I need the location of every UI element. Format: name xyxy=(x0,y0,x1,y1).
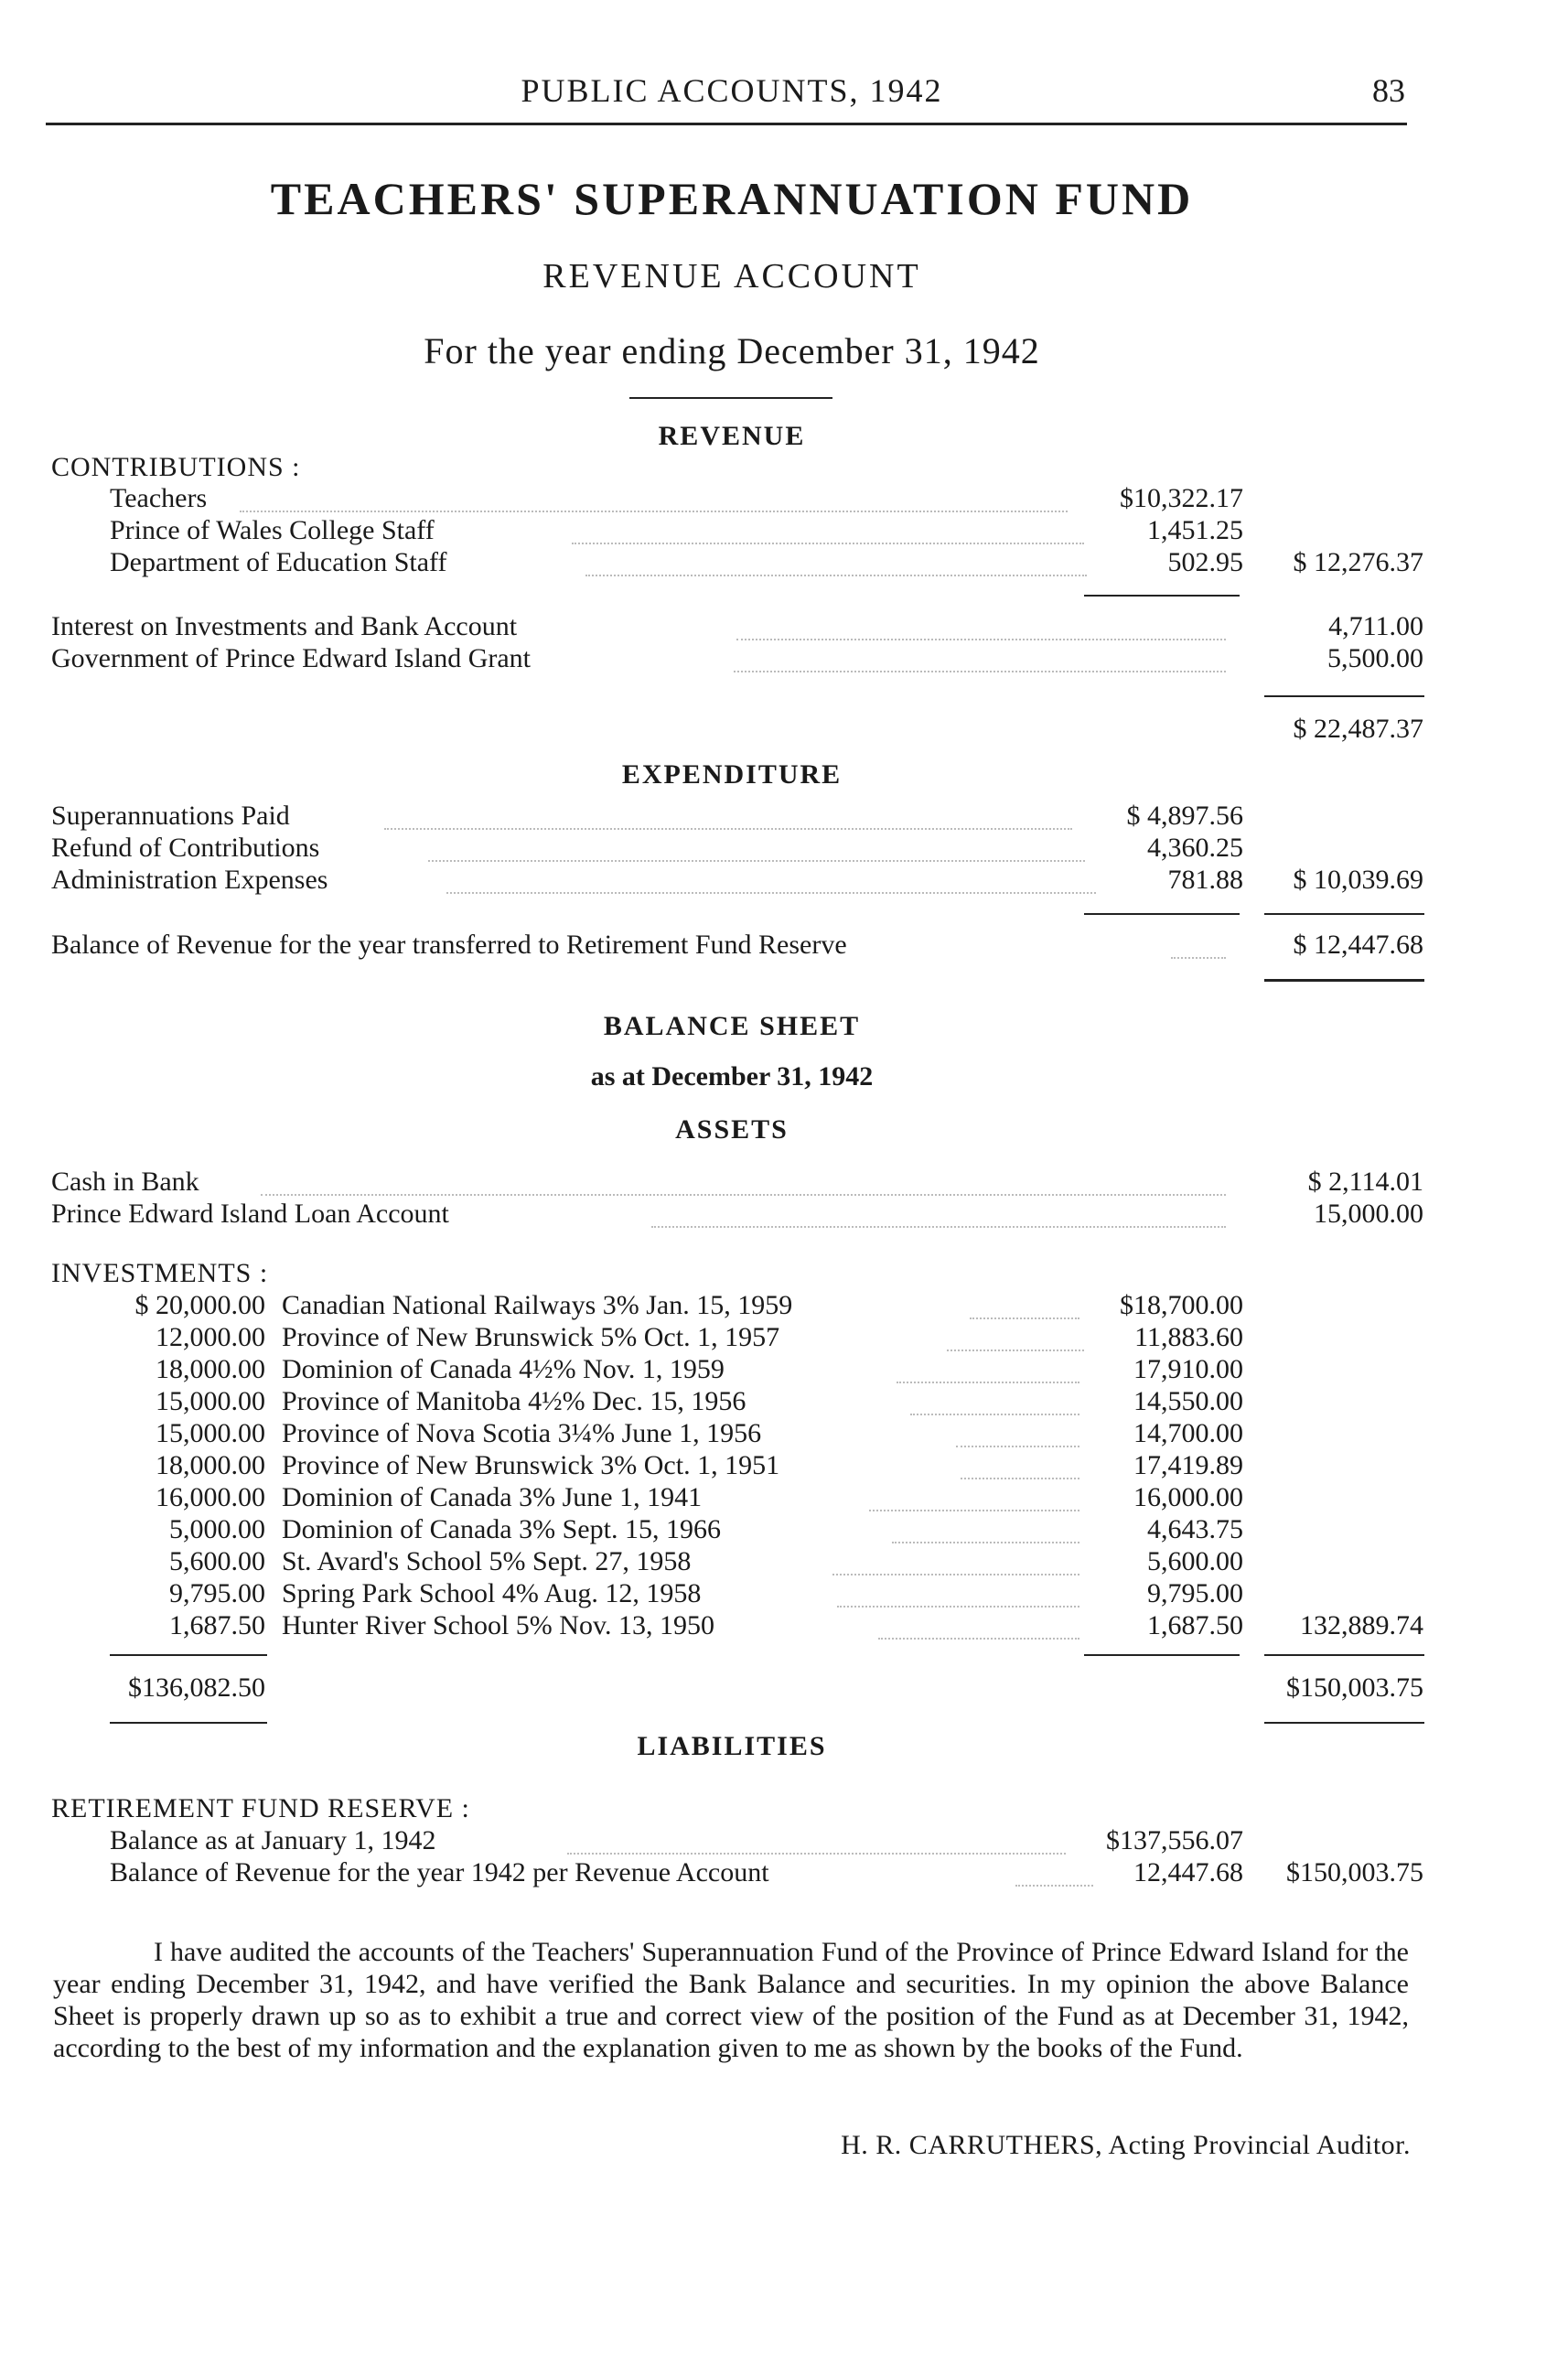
book-value: 4,643.75 xyxy=(1147,1514,1243,1544)
face-value: 5,000.00 xyxy=(169,1514,265,1544)
reserve-label: RETIREMENT FUND RESERVE : xyxy=(51,1793,470,1823)
item-label: Balance of Revenue for the year transferred to Retirement Fund Reserve xyxy=(51,930,847,960)
face-total-rule xyxy=(110,1654,267,1656)
book-value: 17,419.89 xyxy=(1133,1450,1243,1480)
investment-row xyxy=(0,1514,1568,1547)
audit-text: I have audited the accounts of the Teachers' Superannuation Fund of the Province of Prince Edward Island for the year ending December 31, 1942, and have verified the Bank Balance and securities. In my opinion the above Balance Sheet is properly drawn up so as to exhibit a true and correct view of the position of the Fund as at December 31, 1942, according to the best of my information and the explanation given to me as shown by the books of the Fund. xyxy=(53,1937,1409,2063)
item-amount: 1,451.25 xyxy=(1147,515,1243,545)
item-label: Cash in Bank xyxy=(51,1167,199,1197)
header-rule xyxy=(46,123,1407,125)
item-total: $ 2,114.01 xyxy=(1307,1167,1423,1197)
face-total-underline xyxy=(110,1722,267,1724)
face-value: 9,795.00 xyxy=(169,1578,265,1608)
face-value: 15,000.00 xyxy=(156,1418,265,1448)
expenditure-item xyxy=(0,833,1568,866)
investment-row xyxy=(0,1610,1568,1643)
revenue-item-teachers xyxy=(0,483,1568,516)
item-label: Balance of Revenue for the year 1942 per Revenue Account xyxy=(110,1857,769,1887)
investment-label: Province of New Brunswick 3% Oct. 1, 1951 xyxy=(282,1450,780,1480)
face-value: $ 20,000.00 xyxy=(134,1290,265,1320)
face-value: 12,000.00 xyxy=(156,1322,265,1352)
dot-leader xyxy=(585,547,1087,576)
expenditure-item xyxy=(0,865,1568,898)
face-value: 18,000.00 xyxy=(156,1354,265,1384)
asset-cash xyxy=(0,1167,1568,1199)
investments-label: INVESTMENTS : xyxy=(51,1258,269,1288)
item-amount: 12,447.68 xyxy=(1133,1857,1243,1887)
item-total: $ 12,447.68 xyxy=(1293,930,1423,960)
total-rule xyxy=(1264,695,1424,697)
item-label: Department of Education Staff xyxy=(110,547,447,577)
assets-total-rule xyxy=(1264,1654,1424,1656)
investment-row xyxy=(0,1354,1568,1387)
page-header xyxy=(0,66,1568,112)
item-label: Refund of Contributions xyxy=(51,833,320,863)
investment-label: Dominion of Canada 4½% Nov. 1, 1959 xyxy=(282,1354,725,1384)
item-total: $ 12,276.37 xyxy=(1293,547,1423,577)
audit-statement xyxy=(53,1936,1409,2064)
dot-leader xyxy=(384,801,1072,830)
investment-row xyxy=(0,1386,1568,1419)
dot-leader xyxy=(567,1825,1066,1855)
reserve-item xyxy=(0,1825,1568,1858)
book-value: 14,700.00 xyxy=(1133,1418,1243,1448)
revenue-grant xyxy=(0,643,1568,676)
investment-label: Dominion of Canada 3% Sept. 15, 1966 xyxy=(282,1514,721,1544)
balance-transferred xyxy=(0,930,1568,962)
book-value: 17,910.00 xyxy=(1133,1354,1243,1384)
investment-row xyxy=(0,1450,1568,1483)
item-amount: 781.88 xyxy=(1167,865,1243,895)
book-value: 9,795.00 xyxy=(1147,1578,1243,1608)
item-label: Balance as at January 1, 1942 xyxy=(110,1825,436,1855)
dot-leader xyxy=(446,865,1096,894)
title-rule xyxy=(629,397,832,399)
investment-label: Province of New Brunswick 5% Oct. 1, 1957 xyxy=(282,1322,780,1352)
item-label: Teachers xyxy=(110,483,208,513)
book-value: 16,000.00 xyxy=(1133,1482,1243,1512)
page-number: 83 xyxy=(1372,72,1405,109)
liabilities-heading: LIABILITIES xyxy=(637,1731,827,1761)
assets-total-underline xyxy=(1264,1722,1424,1724)
assets-totals xyxy=(0,1672,1568,1705)
item-amount: $ 4,897.56 xyxy=(1126,801,1243,831)
item-amount: 502.95 xyxy=(1167,547,1243,577)
face-value: 1,687.50 xyxy=(169,1610,265,1640)
item-total: 5,500.00 xyxy=(1327,643,1423,673)
investment-label: Province of Nova Scotia 3¼% June 1, 1956 xyxy=(282,1418,762,1448)
balance-sheet-date: as at December 31, 1942 xyxy=(590,1061,874,1091)
revenue-heading: REVENUE xyxy=(658,421,806,451)
investment-label: Dominion of Canada 3% June 1, 1941 xyxy=(282,1482,703,1512)
expenditure-heading: EXPENDITURE xyxy=(621,759,843,790)
book-total-rule xyxy=(1084,1654,1240,1656)
investment-label: Hunter River School 5% Nov. 13, 1950 xyxy=(282,1610,714,1640)
item-total: $150,003.75 xyxy=(1286,1857,1423,1887)
item-total: 15,000.00 xyxy=(1314,1199,1423,1229)
face-value: 5,600.00 xyxy=(169,1546,265,1576)
dot-leader xyxy=(1171,930,1226,959)
revenue-interest xyxy=(0,611,1568,644)
contributions-label: CONTRIBUTIONS : xyxy=(51,452,301,482)
dot-leader xyxy=(734,643,1226,672)
item-total: $ 10,039.69 xyxy=(1293,865,1423,895)
item-label: Superannuations Paid xyxy=(51,801,290,831)
subtotal-rule xyxy=(1084,913,1240,915)
investment-label: St. Avard's School 5% Sept. 27, 1958 xyxy=(282,1546,692,1576)
subtotal-rule xyxy=(1084,595,1240,597)
expenditure-item xyxy=(0,801,1568,833)
face-total: $136,082.50 xyxy=(128,1672,265,1703)
grand-total: $ 22,487.37 xyxy=(1293,714,1423,744)
period-line: For the year ending December 31, 1942 xyxy=(424,330,1040,371)
double-rule xyxy=(1264,979,1424,982)
dot-leader xyxy=(651,1199,1226,1228)
investment-row xyxy=(0,1322,1568,1355)
item-amount: $10,322.17 xyxy=(1120,483,1243,513)
book-value: 1,687.50 xyxy=(1147,1610,1243,1640)
revenue-grand-total xyxy=(0,714,1568,747)
face-value: 18,000.00 xyxy=(156,1450,265,1480)
reserve-item xyxy=(0,1857,1568,1890)
item-label: Administration Expenses xyxy=(51,865,328,895)
investments-total: 132,889.74 xyxy=(1300,1610,1423,1640)
item-amount: 4,360.25 xyxy=(1147,833,1243,863)
face-value: 16,000.00 xyxy=(156,1482,265,1512)
item-total: 4,711.00 xyxy=(1328,611,1423,641)
book-value: 11,883.60 xyxy=(1134,1322,1243,1352)
investment-row xyxy=(0,1418,1568,1451)
running-head: PUBLIC ACCOUNTS, 1942 xyxy=(521,72,943,109)
assets-total: $150,003.75 xyxy=(1286,1672,1423,1703)
subtotal-rule xyxy=(1264,913,1424,915)
item-label: Government of Prince Edward Island Grant xyxy=(51,643,532,673)
auditor-signature: H. R. CARRUTHERS, Acting Provincial Auditor. xyxy=(841,2130,1411,2160)
account-subtitle: REVENUE ACCOUNT xyxy=(542,257,921,296)
investment-label: Canadian National Railways 3% Jan. 15, 1959 xyxy=(282,1290,793,1320)
fund-title: TEACHERS' SUPERANNUATION FUND xyxy=(270,173,1194,224)
face-value: 15,000.00 xyxy=(156,1386,265,1416)
investment-label: Spring Park School 4% Aug. 12, 1958 xyxy=(282,1578,702,1608)
item-amount: $137,556.07 xyxy=(1106,1825,1243,1855)
balance-sheet-heading: BALANCE SHEET xyxy=(603,1011,861,1041)
investment-row xyxy=(0,1290,1568,1323)
book-value: 14,550.00 xyxy=(1133,1386,1243,1416)
investment-row xyxy=(0,1578,1568,1611)
book-value: $18,700.00 xyxy=(1120,1290,1243,1320)
item-label: Interest on Investments and Bank Account xyxy=(51,611,518,641)
investment-row xyxy=(0,1546,1568,1579)
dot-leader xyxy=(736,611,1226,640)
item-label: Prince of Wales College Staff xyxy=(110,515,435,545)
dot-leader xyxy=(428,833,1085,862)
investment-label: Province of Manitoba 4½% Dec. 15, 1956 xyxy=(282,1386,746,1416)
dot-leader xyxy=(261,1167,1226,1196)
investment-row xyxy=(0,1482,1568,1515)
revenue-item-education-staff xyxy=(0,547,1568,580)
item-label: Prince Edward Island Loan Account xyxy=(51,1199,449,1229)
revenue-item-pwc-staff xyxy=(0,515,1568,548)
dot-leader xyxy=(240,483,1068,512)
assets-heading: ASSETS xyxy=(675,1114,789,1145)
book-value: 5,600.00 xyxy=(1147,1546,1243,1576)
dot-leader xyxy=(572,515,1084,544)
asset-loan xyxy=(0,1199,1568,1231)
